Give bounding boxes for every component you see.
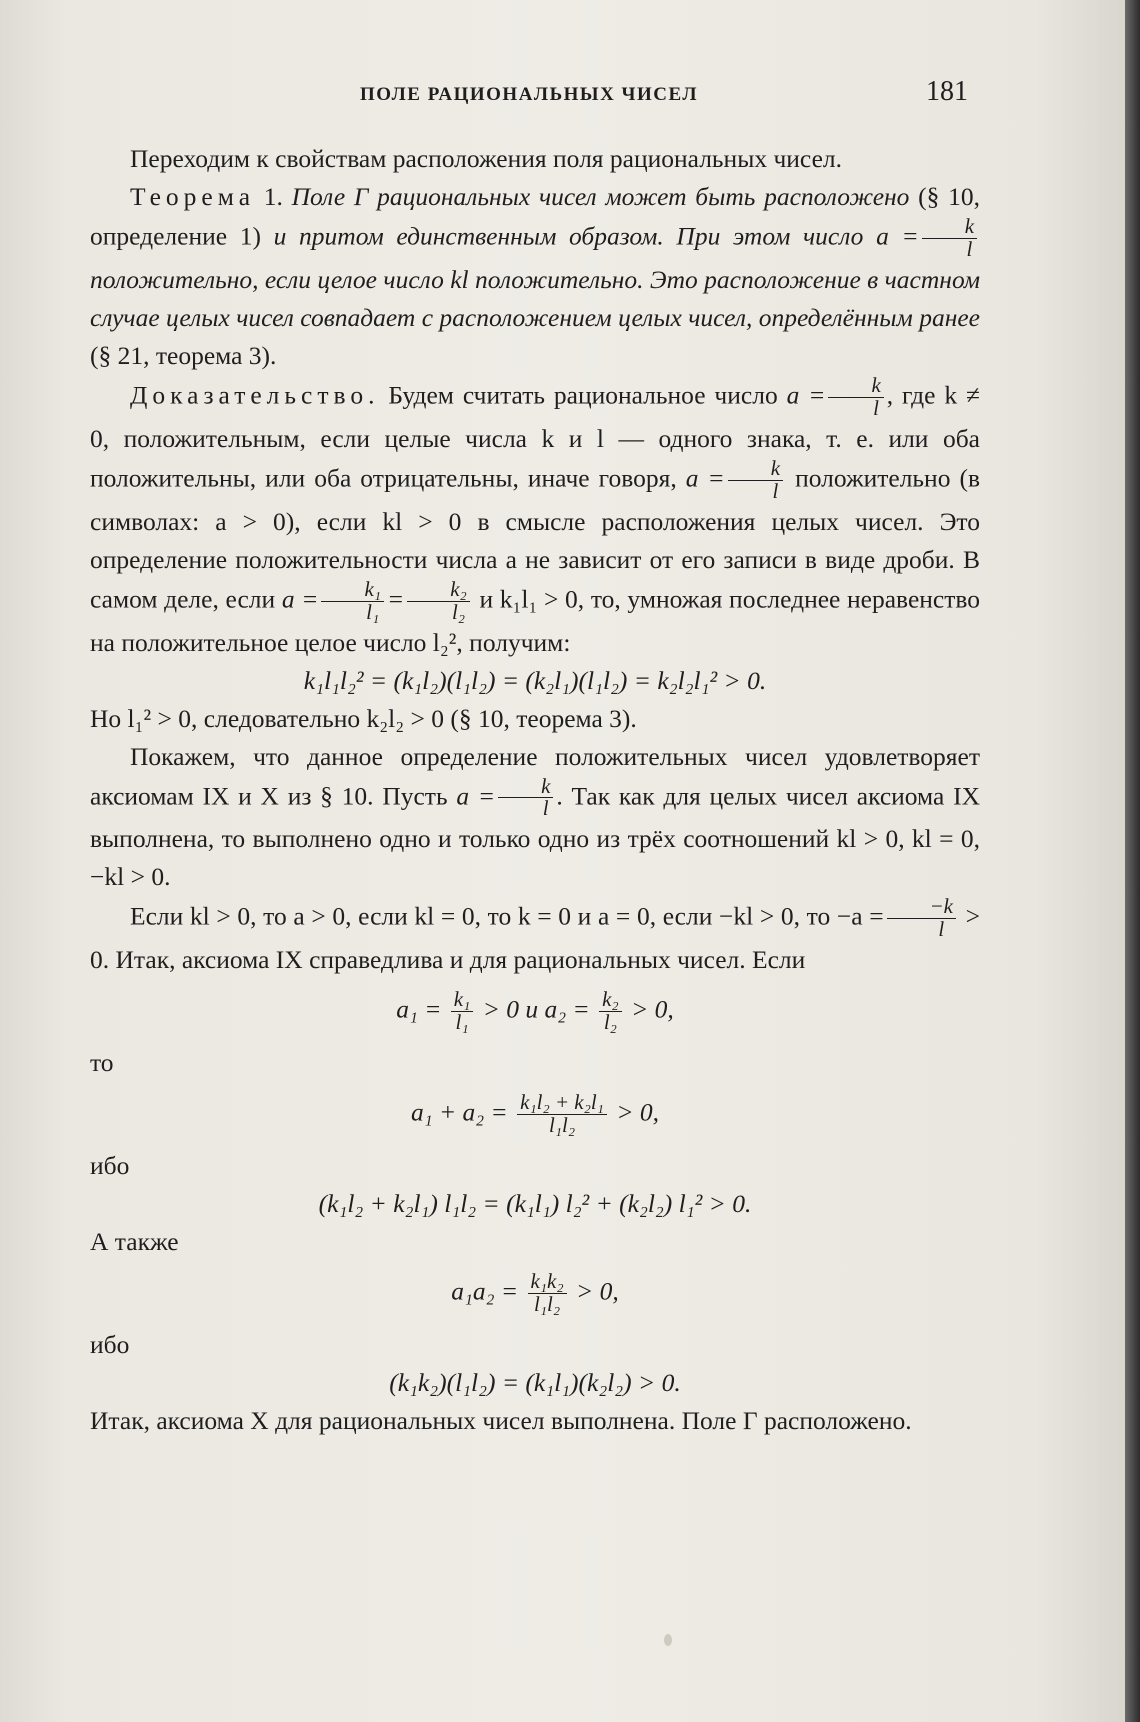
fraction-k-over-l: $\frac{k}{l}$: [498, 776, 553, 821]
paragraph-axioms: Покажем, что данное определение положительных чисел удовлетворяет аксиомам IX и X из § 10. Пусть a = $\frac{k}{l}$ . Так как для целых чисел аксиома IX выполнена, то выполнено одно и только одно из трёх соотношений kl > 0, kl = 0, −kl > 0.: [90, 741, 980, 892]
fraction-k-over-l: $\frac{k}{l}$: [828, 375, 883, 420]
paragraph-l1-squared: Но l₁² > 0, следовательно k₂l₂ > 0 (§ 10, теорема 3).: [90, 703, 637, 733]
equation-4: (k₁l₂ + k₂l₁) l₁l₂ = (k₁l₁) l₂² + (k₂l₂) l₁² > 0.: [318, 1189, 752, 1218]
equation-6: (k₁k₂)(l₁l₂) = (k₁l₁)(k₂l₂) > 0.: [389, 1367, 681, 1397]
label-a-takzhe: А также: [90, 1227, 179, 1256]
label-to: то: [90, 1048, 114, 1078]
paragraph-intro: Переходим к свойствам расположения поля рациональных чисел.: [130, 144, 842, 173]
fraction-sum: $\frac{\text{k₁l₂ + k₂l₁}}{\text{l₁l₂}}$: [517, 1092, 607, 1137]
paragraph-conclusion: Итак, аксиома X для рациональных чисел выполнена. Поле Γ расположено.: [90, 1405, 912, 1435]
theorem-1: Теорема 1. Поле Γ рациональных чисел может быть расположено (§ 10, определение 1) и притом единственным образом. При этом число a = $\frac{k}{l}$ положительно, если целое число kl положительно. Это расположение в частном случае целых чисел совпадает с расположением целых чисел, определённым ранее (§ 21, теорема 3).: [90, 182, 980, 370]
fraction-k2-over-l2: $\frac{\text{k₂}}{\text{l₂}}$: [407, 579, 470, 624]
fraction-k1-over-l1: $\frac{\text{k₁}}{\text{l₁}}$: [451, 989, 474, 1034]
equation-3: a₁ + a₂ = $\frac{\text{k₁l₂ + k₂l₁}}{\text{l₁l₂}}$ > 0,: [410, 1090, 660, 1138]
theorem-label: Теорема: [130, 182, 256, 211]
fraction-k2-over-l2: $\frac{\text{k₂}}{\text{l₂}}$: [599, 989, 622, 1034]
paper-stain: [664, 1634, 672, 1646]
fraction-neg-k-over-l: $\frac{-k}{l}$: [887, 896, 956, 941]
page-number: 181: [926, 76, 968, 107]
proof: Доказательство. Будем считать рациональное число a = $\frac{k}{l}$ , где k ≠ 0, положительным, если целые числа k и l — одного знака, т. е. или оба положительны, или оба отрицательны, иначе говоря, a = $\frac{k}{l}$ положительно (в символах: a > 0), если kl > 0 в смысле расположения целых чисел. Это определение положительности числа a не зависит от его записи в виде дроби. В самом деле, если a = $\frac{\text{k₁}}{\text{l₁}}$ = $\frac{\text{k₂}}{\text{l₂}}$ и k₁l₁ > 0, то, умножая последнее неравенство на положительное целое число l₂², получим:: [90, 372, 981, 657]
label-ibo: ибо: [90, 1151, 130, 1180]
fraction-k-over-l: $\frac{k}{l}$: [922, 216, 977, 261]
paragraph-axiom-ix: Если kl > 0, то a > 0, если kl = 0, то k = 0 и a = 0, если −kl > 0, то −a = $\frac{-k}{l}$ > 0. Итак, аксиома IX справедлива и для рациональных чисел. Если: [90, 894, 980, 975]
fraction-k-over-l: $\frac{k}{l}$: [728, 458, 783, 503]
page-body: [90, 140, 980, 1440]
fraction-product: $\frac{\text{k₁k₂}}{\text{l₁l₂}}$: [528, 1271, 567, 1316]
page-edge-shadow: [1125, 0, 1140, 1722]
equation-1: k₁l₁l₂² = (k₁l₂)(l₁l₂) = (k₂l₁)(l₁l₂) = k₂l₂l₁² > 0.: [303, 665, 767, 695]
equation-2: a₁ = $\frac{\text{k₁}}{\text{l₁}}$ > 0 и a₂ = $\frac{\text{k₂}}{\text{l₂}}$ > 0,: [396, 987, 674, 1035]
equation-5: a₁a₂ = $\frac{\text{k₁k₂}}{\text{l₁l₂}}$ > 0,: [451, 1269, 619, 1316]
fraction-k1-over-l1: $\frac{\text{k₁}}{\text{l₁}}$: [321, 579, 384, 624]
proof-label: Доказательство.: [130, 380, 380, 410]
running-title: ПОЛЕ РАЦИОНАЛЬНЫХ ЧИСЕЛ: [360, 84, 699, 105]
label-ibo: ибо: [90, 1329, 130, 1359]
